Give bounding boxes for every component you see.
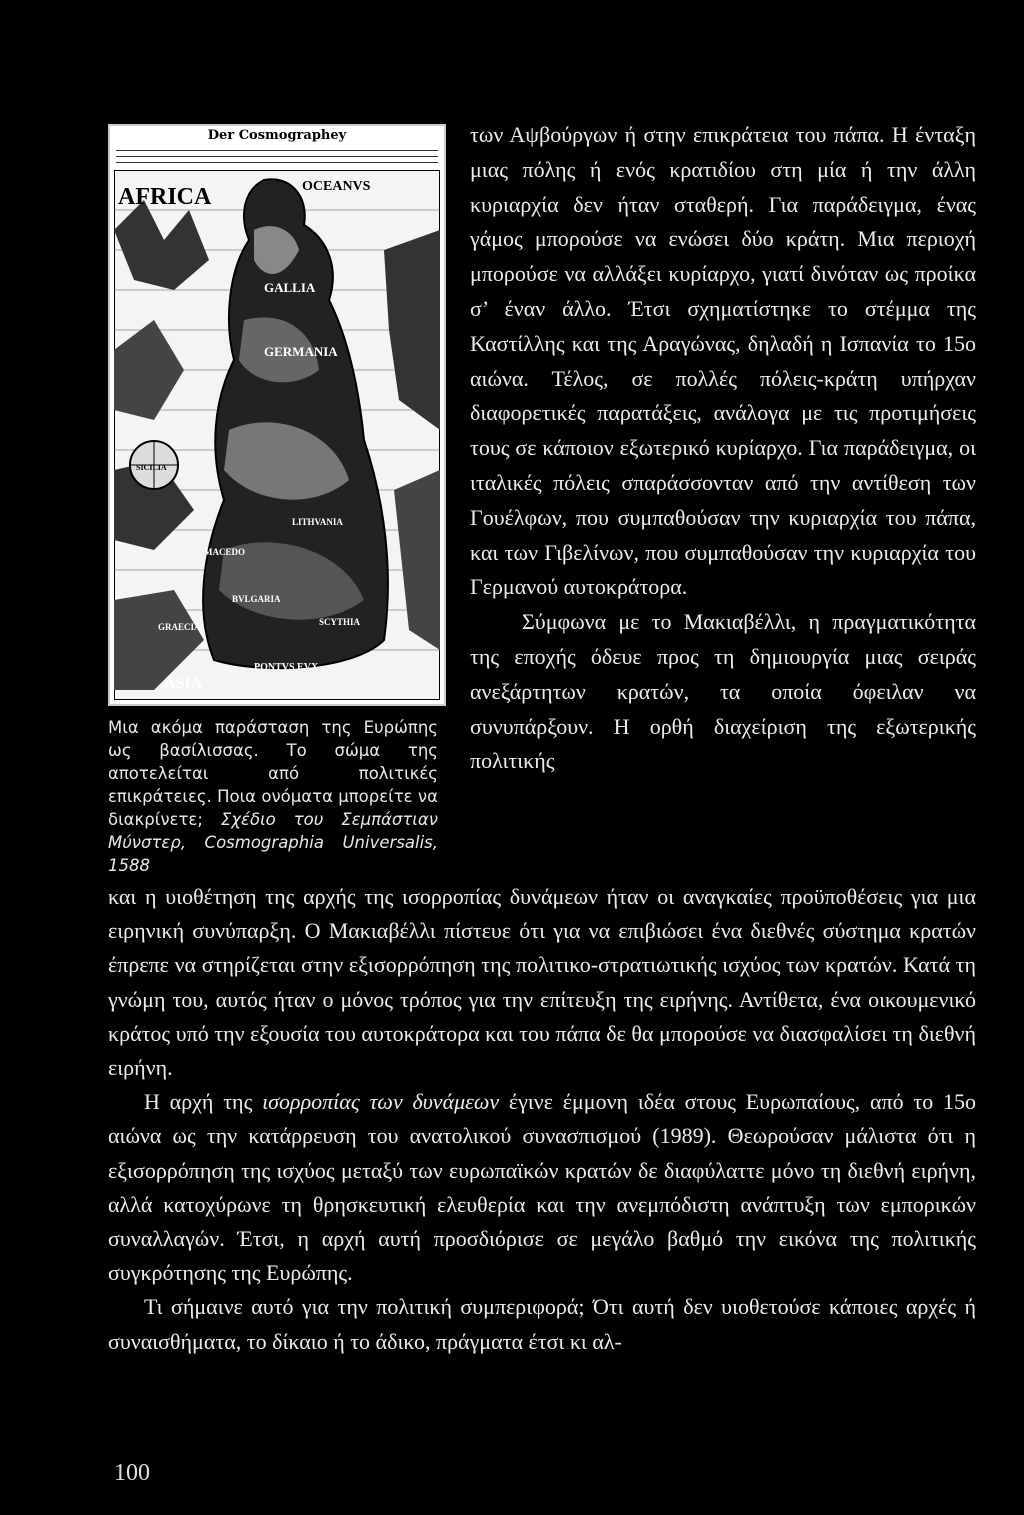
label-germania: GERMANIA <box>264 344 338 359</box>
figure-header-text <box>116 146 438 168</box>
label-africa: AFRICA <box>118 184 212 210</box>
label-gallia: GALLIA <box>264 280 316 295</box>
label-lithvania: LITHVANIA <box>292 517 343 527</box>
paragraph-1: των Αψβούργων ή στην επικράτεια του πάπα. Η ένταξη μιας πόλης ή ενός κρατιδίου στη μία ή την άλλη κυριαρχία δεν ήταν σταθερή. Για παράδειγμα, ένας γάμος μπορούσε να ενώσει δύο κράτη. Μια περιοχή μπορούσε να αλλάξει κυρίαρχο, γιατί δινόταν ως προίκα σ’ έναν άλλο. Έτσι σχηματίστηκε το στέμμα της Καστίλλης και της Αραγώνας, δηλαδή η Ισπανία το 15ο αιώνα. Τέλος, σε πολλές πόλεις-κράτη υπήρχαν διαφορετικές παρατάξεις, ανάλογα με τις προτιμήσεις τους σε κάποιον εξωτερικό κυρίαρχο. Για παράδειγμα, οι ιταλικές πόλεις σπαράσσονταν από την αντίθεση των Γουέλφων, που συμπαθούσαν την κυριαρχία του πάπα, και των Γιβελίνων, που συμπαθούσαν την κυριαρχία του Γερμανού αυτοκράτορα. <box>470 122 976 600</box>
paragraph-2-cont: και η υιοθέτηση της αρχής της ισορροπίας δυνάμεων ήταν οι αναγκαίες προϋποθέσεις για μια ειρηνική συνύπαρξη. Ο Μακιαβέλλι πίστευε ότι για να επιβιώσει ένα διεθνές σύστημα κρατών έπρεπε να στηρίζεται στην εξισορρόπηση της πολιτικο-στρατιωτικής ισχύος των κρατών. Κατά τη γνώμη του, αυτός ήταν ο μόνος τρόπος για την επίτευξη της ειρήνης. Αντίθετα, ένα οικουμενικό κράτος υπό την εξουσία του αυτοκράτορα και του πάπα δε θα μπορούσε να διασφαλίσει τη διεθνή ειρήνη. <box>108 884 976 1081</box>
label-sicilia: SICILIA <box>136 463 167 472</box>
figure-title: Der Cosmographey <box>207 128 347 143</box>
label-macedo: MACEDO <box>204 547 245 557</box>
page-number: 100 <box>114 1460 150 1486</box>
figure-caption <box>108 716 438 877</box>
right-column <box>470 118 976 779</box>
label-graecia: GRAECIA <box>158 622 201 632</box>
full-width-text <box>108 880 976 1359</box>
caption-text: Μια ακόμα παράσταση της Ευρώπης ως βασίλισσας. Το σώμα της αποτελείται από πολιτικές επικράτειες. Ποια ονόματα μπορείτε να διακρίνετε; <box>108 718 438 829</box>
paragraph-4: Τι σήμαινε αυτό για την πολιτική συμπεριφορά; Ότι αυτή δεν υιοθετούσε κάποιες αρχές ή συναισθήματα, το δίκαιο ή το άδικο, πράγματα έτσι κι αλ- <box>108 1294 976 1354</box>
p3-italic-term: ισορροπίας των δυνάμεων <box>262 1089 500 1115</box>
europa-regina-map <box>114 170 440 700</box>
map-figure <box>108 124 446 706</box>
label-scythia: SCYTHIA <box>319 617 361 627</box>
paragraph-3 <box>108 1085 976 1290</box>
label-asia: ASIA <box>164 675 203 692</box>
paragraph-2-start: Σύμφωνα με το Μακιαβέλλι, η πραγματικότητα της εποχής όδευε προς τη δημιουργία μιας σειράς ανεξάρτητων κρατών, τα οποία όφειλαν να συνυπάρξουν. Η ορθή διαχείριση της εξωτερικής πολιτικής <box>470 609 976 774</box>
label-oceanus: OCEANVS <box>302 179 371 194</box>
caption-source: Σχέδιο του Σεμπάστιαν Μύνστερ, Cosmographia Universalis, 1588 <box>108 810 438 875</box>
label-pontus: PONTVS EVX <box>254 662 319 673</box>
label-bulgaria: BVLGARIA <box>232 594 281 604</box>
p3-text-a: Η αρχή της <box>144 1089 263 1115</box>
p3-text-b: έγινε έμμονη ιδέα στους Ευρωπαίους, από το 15ο αιώνα ως την κατάρρευση του ανατολικού συνασπισμού (1989). Θεωρούσαν μάλιστα ότι η εξισορρόπηση της ισχύος μεταξύ των ευρωπαϊκών κρατών δε διαφύλαττε μόνο τη διεθνή ειρήνη, αλλά κατοχύρωνε τη θρησκευτική ελευθερία και την ανεμπόδιστη ανάπτυξη των εμπορικών συναλλαγών. Έτσι, η αρχή αυτή προσδιόρισε σε μεγάλο βαθμό την εικόνα της πολιτικής συγκρότησης της Ευρώπης. <box>108 1089 976 1286</box>
